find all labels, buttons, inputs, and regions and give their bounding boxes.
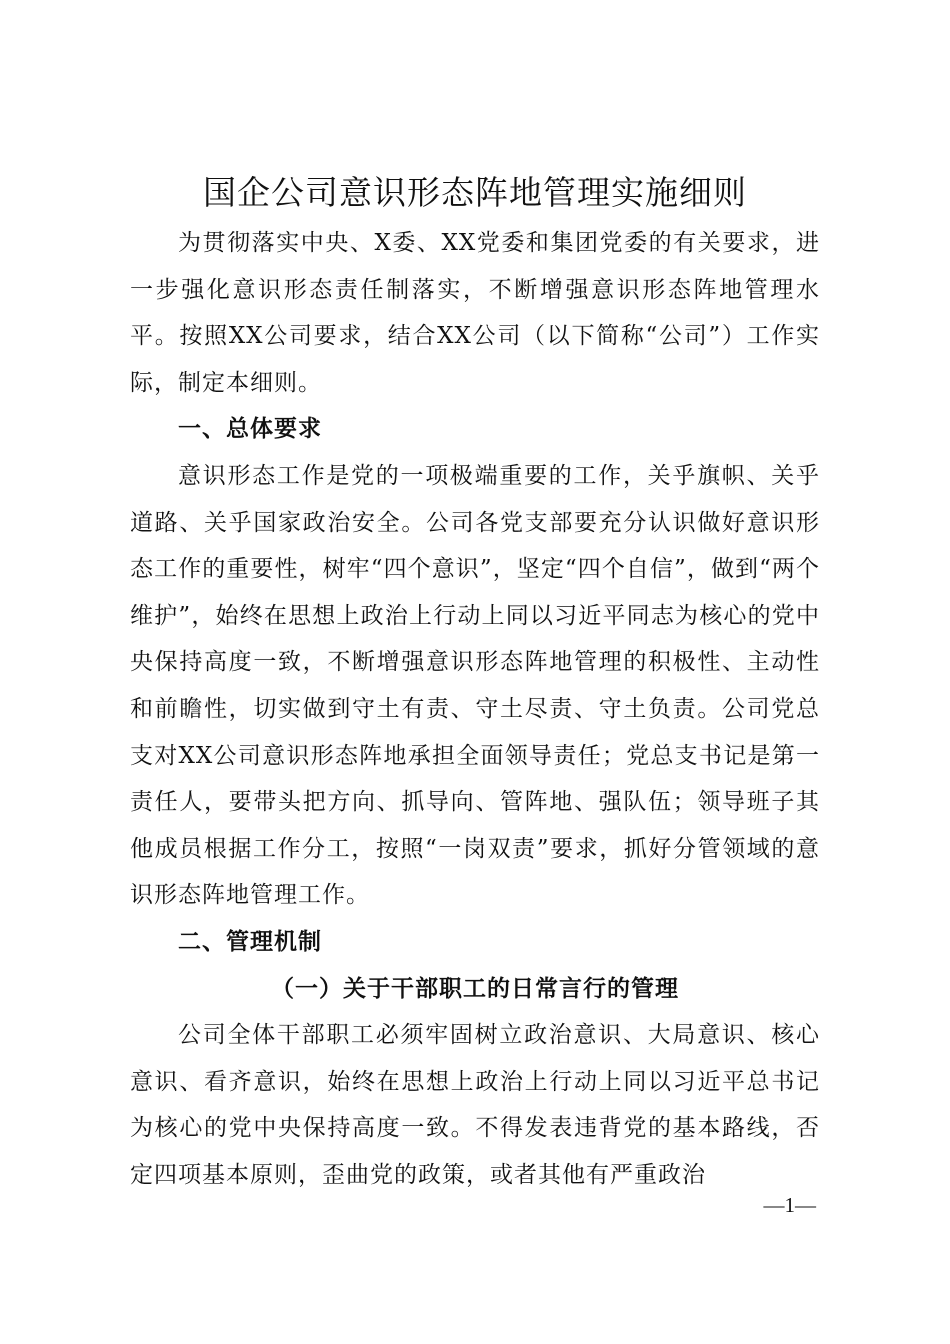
section-heading-general-requirements: 一、总体要求 xyxy=(178,416,322,443)
section-heading-management-mechanism: 二、管理机制 xyxy=(178,928,322,955)
page-number: —1— xyxy=(763,1193,816,1217)
intro-paragraph: 为贯彻落实中央、X委、XX党委和集团党委的有关要求，进一步强化意识形态责任制落实，不断增强意识形态阵地管理水平。按照XX公司要求，结合XX公司（以下简称“公司”）工作实际，制定本细则。 xyxy=(130,230,820,396)
subsection-heading-daily-conduct: （一）关于干部职工的日常言行的管理 xyxy=(271,974,679,1002)
document-body xyxy=(130,220,820,1198)
general-requirements-paragraph: 意识形态工作是党的一项极端重要的工作，关乎旗帜、关乎道路、关乎国家政治安全。公司各党支部要充分认识做好意识形态工作的重要性，树牢“四个意识”，坚定“四个自信”，做到“两个维护”，始终在思想上政治上行动上同以习近平同志为核心的党中央保持高度一致，不断增强意识形态阵地管理的积极性、主动性和前瞻性，切实做到守土有责、守土尽责、守土负责。公司党总支对XX公司意识形态阵地承担全面领导责任；党总支书记是第一责任人，要带头把方向、抓导向、管阵地、强队伍；领导班子其他成员根据工作分工，按照“一岗双责”要求，抓好分管领域的意识形态阵地管理工作。 xyxy=(130,462,820,909)
document-title: 国企公司意识形态阵地管理实施细则 xyxy=(203,173,747,212)
daily-conduct-paragraph: 公司全体干部职工必须牢固树立政治意识、大局意识、核心意识、看齐意识，始终在思想上政治上行动上同以习近平总书记为核心的党中央保持高度一致。不得发表违背党的基本路线，否定四项基本原则，歪曲党的政策，或者其他有严重政治 xyxy=(130,1022,820,1188)
